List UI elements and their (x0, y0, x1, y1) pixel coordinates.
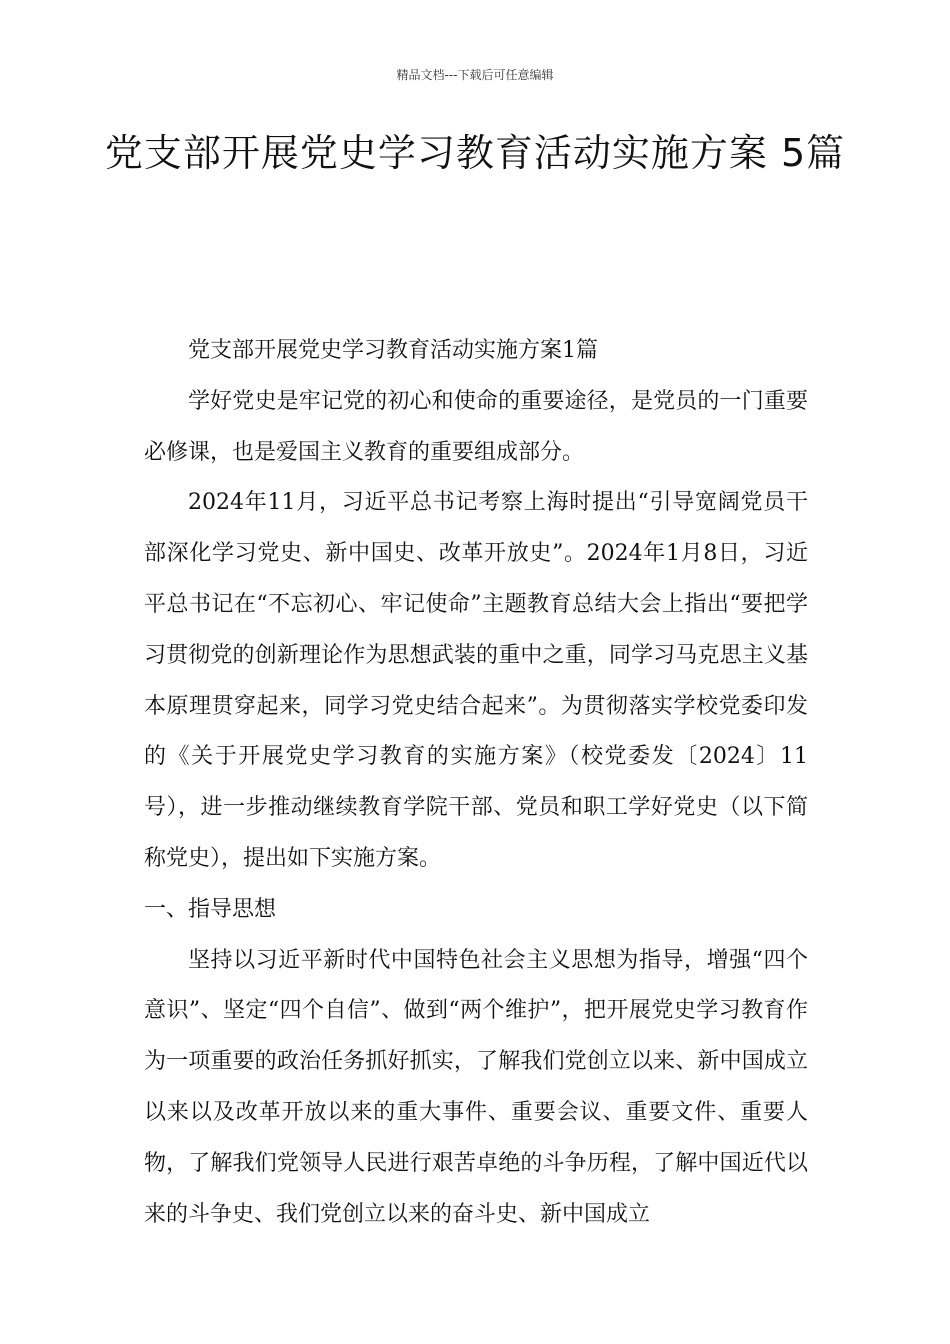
document-title: 党支部开展党史学习教育活动实施方案 5篇 (104, 131, 846, 175)
subtitle-paragraph: 党支部开展党史学习教育活动实施方案1篇 (188, 338, 598, 363)
body-paragraph-background: 2024年11月，习近平总书记考察上海时提出“引导宽阔党员干部深化学习党史、新中国史、改革开放史”。2024年1月8日，习近平总书记在“不忘初心、牢记使命”主题教育总结大会上指出“要把学习贯彻党的创新理论作为思想武装的重中之重，同学习马克思主义基本原理贯穿起来，同学习党史结合起来”。为贯彻落实学校党委印发的《关于开展党史学习教育的实施方案》（校党委发〔2024〕11号），进一步推动继续教育学院干部、党员和职工学好党史（以下简称党史），提出如下实施方案。 (144, 490, 808, 871)
document-body (144, 326, 808, 1240)
body-paragraph-guiding-thought: 坚持以习近平新时代中国特色社会主义思想为指导，增强“四个意识”、坚定“四个自信”、做到“两个维护”，把开展党史学习教育作为一项重要的政治任务抓好抓实，了解我们党创立以来、新中国成立以来以及改革开放以来的重大事件、重要会议、重要文件、重要人物，了解我们党领导人民进行艰苦卓绝的斗争历程，了解中国近代以来的斗争史、我们党创立以来的奋斗史、新中国成立 (144, 947, 808, 1227)
section-heading-guiding-thought: 一、指导思想 (144, 896, 277, 922)
header-note: 精品文档---下载后可任意编辑 (396, 68, 554, 82)
body-paragraph-intro: 学好党史是牢记党的初心和使命的重要途径，是党员的一门重要必修课，也是爱国主义教育的重要组成部分。 (144, 388, 808, 465)
